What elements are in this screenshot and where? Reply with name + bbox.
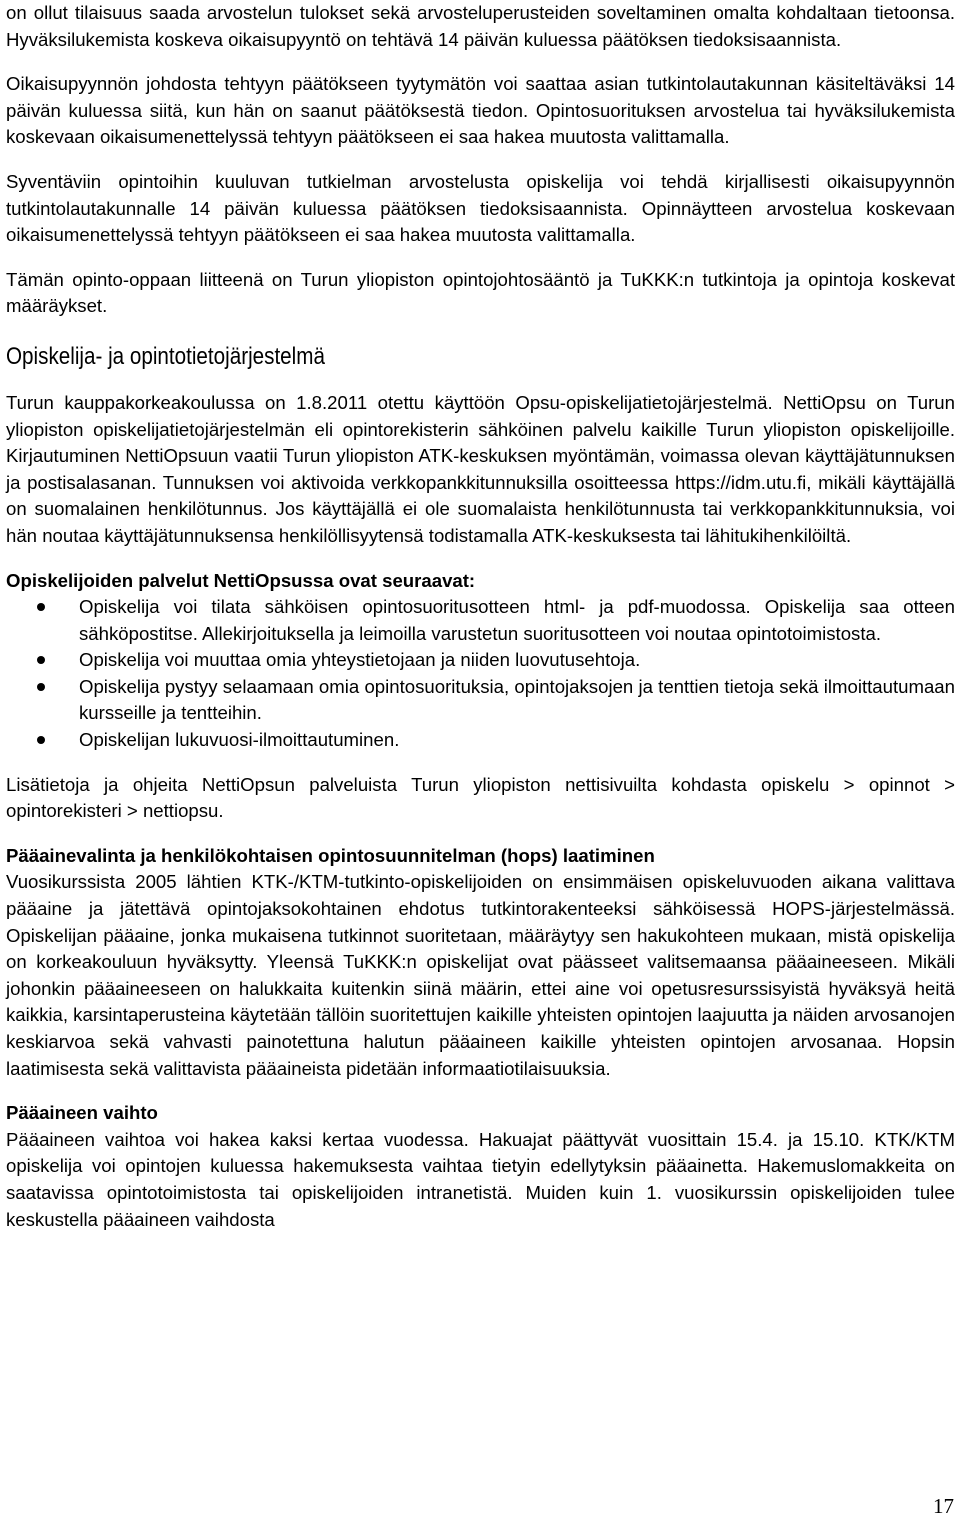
heading-major-change: Pääaineen vaihto — [6, 1102, 158, 1124]
list-item: Opiskelijan lukuvuosi-ilmoittautuminen. — [6, 727, 955, 754]
list-item: Opiskelija voi tilata sähköisen opintosuoritusotteen html- ja pdf-muodossa. Opiskelija saa otteen sähköpostitse. Allekirjoituksella ja leimoilla varustetun suoritusotteen voi noutaa opintotoimistosta. — [6, 594, 955, 647]
heading-nettiopsu-services: Opiskelijoiden palvelut NettiOpsussa ovat seuraavat: — [6, 569, 476, 591]
list-item: Opiskelija pystyy selaamaan omia opintosuorituksia, opintojaksojen ja tenttien tietoja sekä ilmoittautumaan kursseille ja tentteihin. — [6, 674, 955, 727]
list-item: Opiskelija voi muuttaa omia yhteystietojaan ja niiden luovutusehtoja. — [6, 647, 955, 674]
paragraph-major-change: Pääaineen vaihtoa voi hakea kaksi kertaa vuodessa. Hakuajat päättyvät vuosittain 15.4. ja 15.10. KTK/KTM opiskelija voi opintojen kuluessa hakemuksesta vaihtaa tietyin edellytyksin pääainetta. Hakemuslomakkeita on saatavissa opintotoimistosta tai opiskelijoiden intranetistä. Muiden kuin 1. vuosikurssin opiskelijoiden tulee keskustella pääaineen vaihdosta — [6, 1128, 955, 1230]
paragraph-appendix-note: Tämän opinto-oppaan liitteenä on Turun yliopiston opintojohtosääntö ja TuKKK:n tutkintoja ja opintoja koskevat määräykset. — [6, 268, 955, 317]
paragraph-appeal-board: Oikaisupyynnön johdosta tehtyyn päätökseen tyytymätön voi saattaa asian tutkintolautakunnan käsiteltäväksi 14 päivän kuluessa siitä, kun hän on saanut päätöksestä tiedon. Opintosuorituksen arvostelua tai hyväksilukemista koskevaan oikaisumenettelyssä tehtyyn päätökseen ei saa hakea muutosta valittamalla. — [6, 73, 955, 148]
paragraph-more-info: Lisätietoja ja ohjeita NettiOpsun palveluista Turun yliopiston nettisivuilta kohdasta opiskelu > opinnot > opintorekisteri > nettiopsu. — [6, 773, 955, 822]
paragraph-nettiopsu: Turun kauppakorkeakoulussa on 1.8.2011 otettu käyttöön Opsu-opiskelijatietojärjestelmä. NettiOpsu on Turun yliopiston opiskelijatietojärjestelmän eli opintorekisterin sähköinen palvelu kaikille Turun yliopiston opiskelijoille. Kirjautuminen NettiOpsuun vaatii Turun yliopiston ATK-keskuksen myöntämän, voimassa olevan käyttäjätunnuksen ja postisalasanan. Tunnuksen voi aktivoida verkkopankkitunnuksilla osoitteessa https://idm.utu.fi, mikäli käyttäjällä on suomalainen henkilötunnus. Jos käyttäjällä ei ole suomalaista henkilötunnusta tai verkkopankkitunnuksia, voi hän noutaa käyttäjätunnuksensa henkilöllisyytensä todistamalla ATK-keskuksesta tai lähitukihenkilöiltä. — [6, 391, 955, 546]
paragraph-major-selection: Vuosikurssista 2005 lähtien KTK-/KTM-tutkinto-opiskelijoiden on ensimmäisen opiskeluvuoden aikana valittava pääaine ja jätettävä opintojaksokohtainen ehdotus tutkintorakenteeksi sähköisessä HOPS-järjestelmässä. Opiskelijan pääaine, jonka mukaisena tutkinnot suoritetaan, määräytyy sen hakukohteen mukaan, mistä opiskelija on korkeakouluun hyväksytty. Yleensä TuKKK:n opiskelijat ovat päässeet valitsemaansa pääaineeseen. Mikäli johonkin pääaineeseen on halukkaita kuitenkin siinä määrin, ettei aine voi opetusresurssisyistä hyväksyä heitä kaikkia, karsintaperusteina käytetään tällöin suoritettujen kaikille yhteisten opintojen laajuutta ja näiden arvosanojen keskiarvoa sekä vahvasti painotettuna halutun pääaineen kaikille yhteisten opintojen arvosanaa. Hopsin laatimisesta sekä valittavista pääaineista pidetään informaatiotilaisuuksia. — [6, 871, 955, 1079]
document-page — [6, 0, 955, 1233]
page-number: 17 — [933, 1494, 954, 1518]
heading-major-selection: Pääainevalinta ja henkilökohtaisen opintosuunnitelman (hops) laatiminen — [6, 844, 655, 866]
paragraph-correction-request: on ollut tilaisuus saada arvostelun tulokset sekä arvosteluperusteiden soveltaminen omalta kohdaltaan tietoonsa. Hyväksilukemista koskeva oikaisupyyntö on tehtävä 14 päivän kuluessa päätöksen tiedoksisaannista. — [6, 2, 955, 50]
paragraph-thesis-appeal: Syventäviin opintoihin kuuluvan tutkielman arvostelusta opiskelija voi tehdä kirjallisesti oikaisupyynnön tutkintolautakunnalle 14 päivän kuluessa päätöksen tiedoksisaannista. Opinnäytteen arvostelua koskevaan oikaisumenettelyssä tehtyyn päätökseen ei saa hakea muutosta valittamalla. — [6, 170, 955, 246]
services-list — [6, 594, 955, 754]
heading-student-information-system: Opiskelija- ja opintotietojärjestelmä — [6, 342, 325, 370]
